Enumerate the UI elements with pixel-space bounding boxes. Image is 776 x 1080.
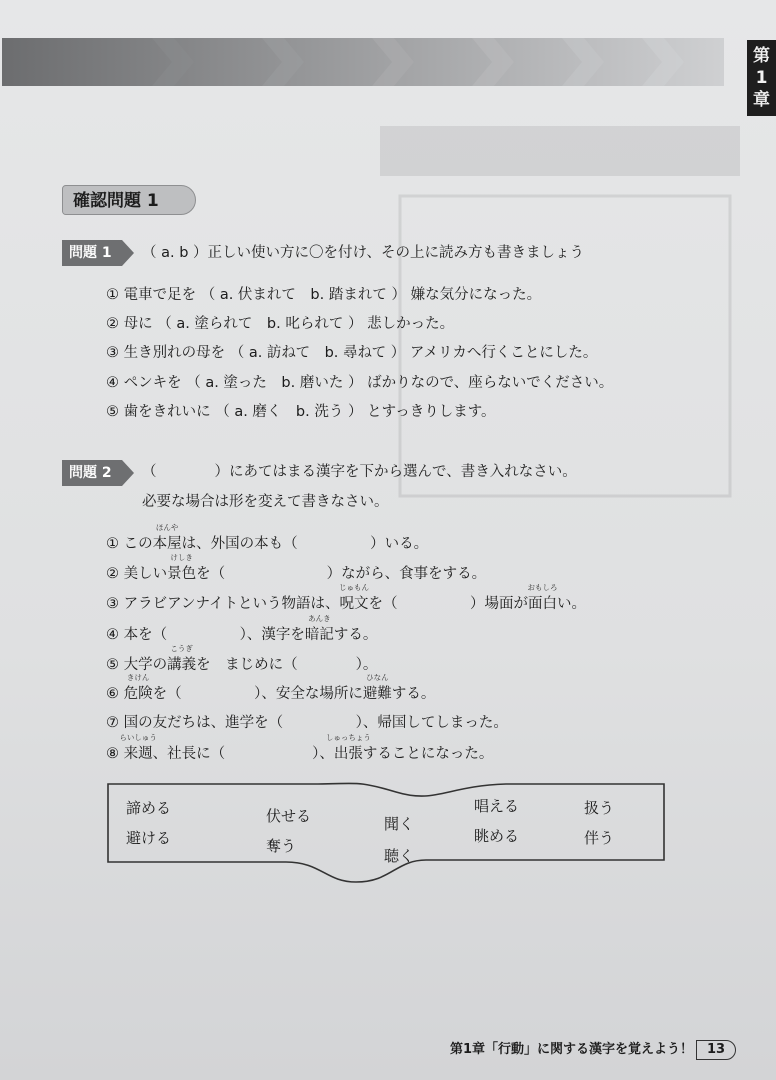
chapter-side-tab: 第 1 章 <box>747 40 776 116</box>
word-choice: 奪う <box>266 837 297 855</box>
problem-2-item-4: ④ 本を（ ）、漢字を あんき 暗記する。 <box>106 614 378 643</box>
section-title: 確認問題 1 <box>62 185 196 215</box>
word-choice: 眺める <box>474 827 520 845</box>
problem-2-label: 問題 2 <box>62 460 134 486</box>
problem-1-item-1: ① 電車で足を （ a. 伏まれて b. 踏まれて ） 嫌な気分になった。 <box>106 287 542 303</box>
word-choice: 避ける <box>126 829 172 847</box>
header-chevron-band <box>2 38 724 86</box>
problem-1-item-3: ③ 生き別れの母を （ a. 訪ねて b. 尋ねて ） アメリカへ行くことにした。 <box>106 345 598 361</box>
word-choice: 唱える <box>474 797 520 815</box>
word-choice: 扱う <box>584 799 615 817</box>
problem-1-item-2: ② 母に （ a. 塗られて b. 叱られて ） 悲しかった。 <box>106 316 455 332</box>
problem-2-item-8: ⑧ らいしゅう 来週、社長に（ ）、 しゅっちょう 出張することになった。 <box>106 733 494 762</box>
problem-2-item-5: ⑤ 大学の こうぎ 講義を まじめに（ ）。 <box>106 644 378 673</box>
page-number: 13 <box>696 1040 736 1060</box>
problem-1-instruction: （ a. b ）正しい使い方に〇を付け、その上に読み方も書きましょう <box>142 245 584 261</box>
word-choice: 聴く <box>384 847 415 865</box>
word-choice: 伴う <box>584 829 615 847</box>
problem-2-instruction-2: 必要な場合は形を変えて書きなさい。 <box>142 494 389 510</box>
word-choices-box <box>106 782 666 886</box>
word-choice: 伏せる <box>266 807 312 825</box>
footer-chapter-title: 第1章「行動」に関する漢字を覚えよう！ <box>450 1042 694 1057</box>
problem-1-label: 問題 1 <box>62 240 134 266</box>
problem-2-item-3: ③ アラビアンナイトという物語は、 じゅもん 呪文を（ ）場面が おもしろ 面白い。 <box>106 583 587 612</box>
problem-2-item-2: ② 美しい けしき 景色を（ ）ながら、食事をする。 <box>106 553 487 582</box>
problem-2-instruction: （ ）にあてはまる漢字を下から選んで、書き入れなさい。 <box>142 464 577 480</box>
problem-2-item-7: ⑦ 国の友だちは、進学を（ ）、帰国してしまった。 <box>106 715 508 731</box>
problem-1-item-4: ④ ペンキを （ a. 塗った b. 磨いた ） ばかりなので、座らないでください。 <box>106 375 614 391</box>
problem-1-item-5: ⑤ 歯をきれいに （ a. 磨く b. 洗う ） とすっきりします。 <box>106 404 496 420</box>
problem-2-item-6: ⑥ きけん 危険を（ ）、安全な場所に ひなん 避難する。 <box>106 673 436 702</box>
word-choice: 諦める <box>126 799 172 817</box>
problem-2-item-1: ① この ほんや 本屋は、外国の本も（ ）いる。 <box>106 523 429 552</box>
word-choice: 聞く <box>384 815 415 833</box>
